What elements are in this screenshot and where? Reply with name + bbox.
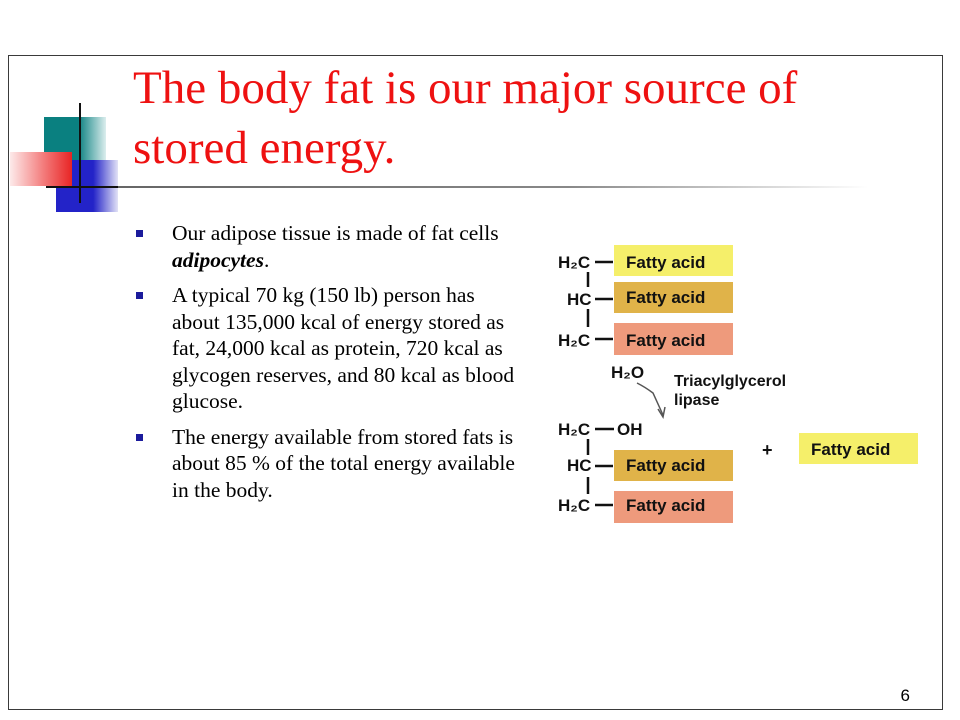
decorative-vertical-line [79,103,81,203]
decorative-red-square [10,152,72,186]
enzyme-label-line2: lipase [674,392,720,409]
bullet-item [134,220,519,273]
page-number: 6 [900,686,910,705]
fatty-acid-label-4: Fatty acid [626,456,706,475]
bullet-text: The energy available from stored fats is about 85 % of the total energy available in the body. [172,424,515,502]
fatty-acid-label-3: Fatty acid [626,331,706,350]
slide-title: The body fat is our major source of stored energy. [133,62,798,174]
bullet-square-icon [136,434,143,441]
bullet-item [134,282,519,415]
hc-label-2: HC [567,456,592,475]
bullet-text: A typical 70 kg (150 lb) person has about 135,000 kcal of energy stored as fat, 24,000 kcal as protein, 720 kcal as glycogen reserves, and 80 kcal as blood glucose. [172,283,515,413]
plus-sign: + [762,440,773,460]
bullet-square-icon [136,292,143,299]
bullet-text-tail: . [263,247,270,272]
enzyme-label-line1: Triacylglycerol [674,373,787,390]
h2c-label-3: H₂C [558,420,591,439]
h2c-label-4: H₂C [558,496,591,515]
oh-label: OH [617,420,643,439]
bullet-square-icon [136,230,143,237]
bullet-text: Our adipose tissue is made of fat cells [172,221,499,245]
fatty-acid-label-released: Fatty acid [811,440,891,459]
title-underline [118,186,868,188]
h2c-label-2: H₂C [558,331,591,350]
fatty-acid-label-1: Fatty acid [626,253,706,272]
bullet-emphasis: adipocytes [172,247,264,272]
lipolysis-diagram [545,235,935,530]
fatty-acid-label-5: Fatty acid [626,496,706,515]
h2c-label-1: H₂C [558,253,591,272]
bullet-list [134,220,519,512]
bullet-item [134,424,519,504]
decorative-horizontal-line [46,186,121,188]
hc-label-1: HC [567,290,592,309]
water-label: H₂O [611,363,645,382]
fatty-acid-label-2: Fatty acid [626,288,706,307]
